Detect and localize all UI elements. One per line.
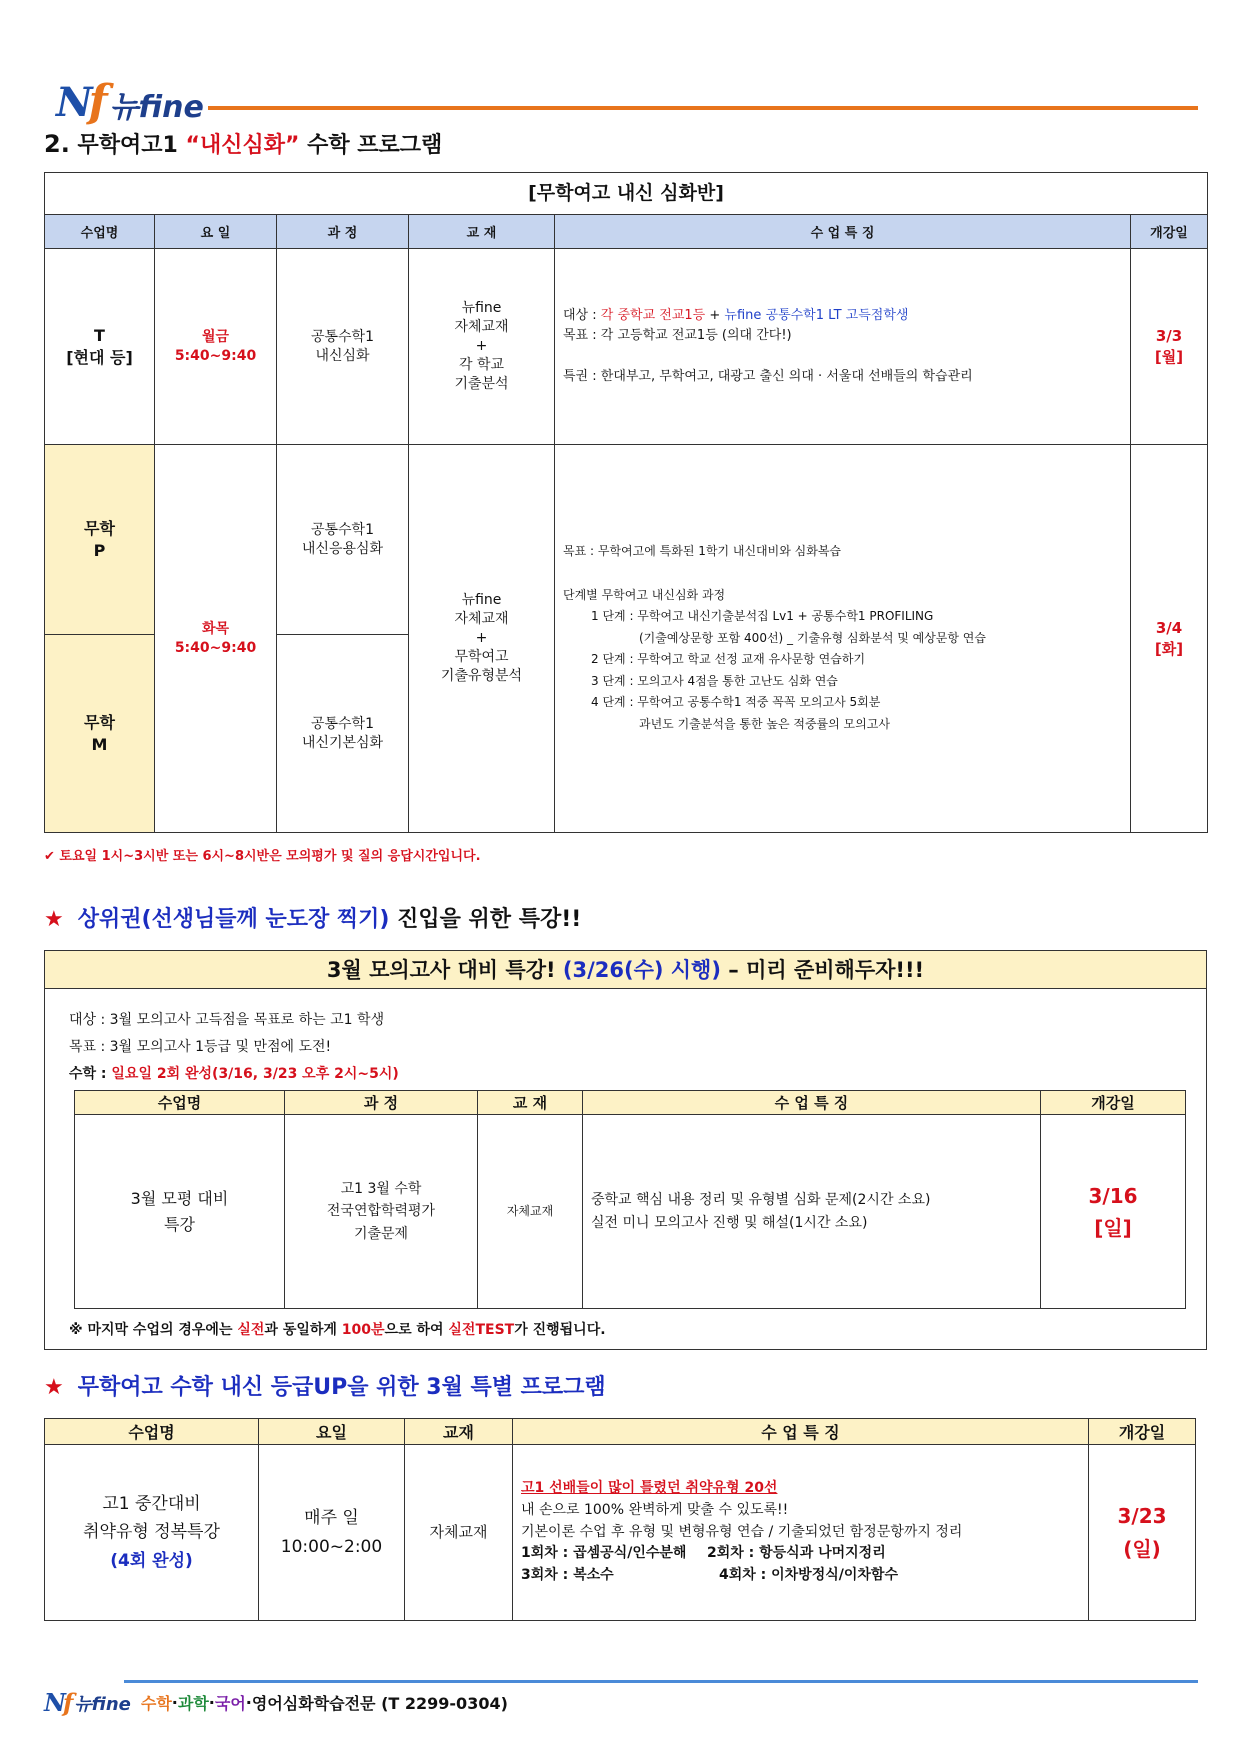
features-cell: 대상 : 각 중학교 전교1등 + 뉴fine 공통수학1 LT 고득점학생 목표 : 각 고등학교 전교1등 (의대 간다!) 특권 : 한대부고, 무학여고, 대광고 출신 의대 · 서울대 선배들의 학습관리 [555,249,1131,445]
header-divider [208,106,1198,110]
table-row [75,1115,1186,1309]
course-cell-m: 공통수학1 내신기본심화 [277,635,409,833]
book-cell: 뉴fine 자체교재 + 각 학교 기출분석 [409,249,555,445]
saturday-note: ✔ 토요일 1시~3시반 또는 6시~8시반은 모의평가 및 질의 응답시간입니다. [44,849,481,864]
start-date-cell: 3/3 [월] [1131,249,1208,445]
features-cell: 고1 선배들이 많이 틀렸던 취약유형 20선 내 손으로 100% 완벽하게 맞출 수 있도록!! 기본이론 수업 후 유형 및 변형유형 연습 / 기출되었던 함정문항까지 정리 1회차 : 곱셈공식/인수분해 2회차 : 항등식과 나머지정리 3회차 : 복소수 4회차 : 이차방정식/이차함수 [513,1445,1089,1621]
footer: Nf 뉴fine 수학 · 과학 · 국어 · 영어 심화학습전문 (T 2299-0304) [44,1688,508,1717]
class-name-cell: T [현대 등] [45,249,155,445]
brand-logo [56,64,204,127]
course-cell-p: 공통수학1 내신응용심화 [277,445,409,635]
last-class-note: ※ 마지막 수업의 경우에는 실전과 동일하게 100분으로 하여 실전TEST가 진행됩니다. [69,1322,606,1338]
day-cell: 월금 5:40~9:40 [155,249,277,445]
section-title: 2. 무학여고1 “내신심화” 수학 프로그램 [44,130,443,158]
course-cell: 고1 3월 수학 전국연합학력평가 기출문제 [285,1115,478,1309]
class-name-cell: 3월 모평 대비 특강 [75,1115,285,1309]
table-header-row: 수업명 과 정 교 재 수 업 특 징 개강일 [75,1091,1186,1115]
start-date-cell: 3/16 [일] [1041,1115,1186,1309]
footer-logo-mark: Nf [44,1688,71,1717]
col-header-book: 교 재 [409,215,555,249]
col-header-features: 수 업 특 징 [555,215,1131,249]
class-name-cell-p: 무학 P [45,445,155,635]
features-cell: 중학교 핵심 내용 정리 및 유형별 심화 문제(2시간 소요) 실전 미니 모의고사 진행 및 해설(1시간 소요) [583,1115,1041,1309]
grade-up-program-table [44,1418,1196,1621]
mock-exam-box [44,950,1207,1350]
features-cell: 목표 : 무학여고에 특화된 1학기 내신대비와 심화복습 단계별 무학여고 내신심화 과정 1 단계 : 무학여고 내신기출분석집 Lv1 + 공통수학1 PROFILING (기출예상문항 포함 400선) _ 기출유형 심화분석 및 예상문항 연습 2 단계 : 무학여고 학교 선정 교재 유사문항 연습하기 3 단계 : 모의고사 4점을 통한 고난도 심화 연습 4 단계 : 무학여고 공통수학1 적중 꼭꼭 모의고사 5회분 과년도 기출분석을 통한 높은 적중률의 모의고사 [555,445,1131,833]
mock-exam-banner: 3월 모의고사 대비 특강! (3/26(수) 시행) – 미리 준비해두자!!! [45,951,1206,989]
col-header-class: 수업명 [45,215,155,249]
special-lecture-title: ★ 상위권(선생님들께 눈도장 찍기) 진입을 위한 특강!! [44,907,582,932]
table-caption: [무학여고 내신 심화반] [45,173,1208,215]
footer-brand: 뉴fine [74,1693,131,1715]
col-header-day: 요 일 [155,215,277,249]
star-icon: ★ [44,1375,64,1400]
book-cell: 자체교재 [405,1445,513,1621]
book-cell: 뉴fine 자체교재 + 무학여고 기출유형분석 [409,445,555,833]
table-header-row [45,215,1208,249]
intensive-class-table [44,172,1207,833]
star-icon: ★ [44,907,64,932]
table-header-row: 수업명 요일 교재 수 업 특 징 개강일 [45,1419,1196,1445]
col-header-course: 과 정 [277,215,409,249]
class-name-cell-m: 무학 M [45,635,155,833]
table-row [45,249,1208,445]
grade-up-program-title: ★ 무학여고 수학 내신 등급UP을 위한 3월 특별 프로그램 [44,1375,606,1400]
table-row [45,445,1208,635]
start-date-cell: 3/4 [화] [1131,445,1208,833]
day-cell: 매주 일 10:00~2:00 [259,1445,405,1621]
class-name-cell: 고1 중간대비 취약유형 정복특강 (4회 완성) [45,1445,259,1621]
start-date-cell: 3/23 (일) [1089,1445,1196,1621]
mock-exam-table [74,1090,1186,1309]
logo-brand-text: 뉴fine [109,90,204,125]
col-header-start: 개강일 [1131,215,1208,249]
footer-divider [124,1680,1198,1683]
table-row [45,1445,1196,1621]
logo-mark: Nf [56,76,104,127]
mock-exam-info: 대상 : 3월 모의고사 고득점을 목표로 하는 고1 학생 목표 : 3월 모의고사 1등급 및 만점에 도전! 수학 : 일요일 2회 완성(3/16, 3/23 오후 2시~5시) [69,1012,399,1082]
book-cell: 자체교재 [478,1115,583,1309]
course-cell: 공통수학1 내신심화 [277,249,409,445]
day-cell: 화목 5:40~9:40 [155,445,277,833]
